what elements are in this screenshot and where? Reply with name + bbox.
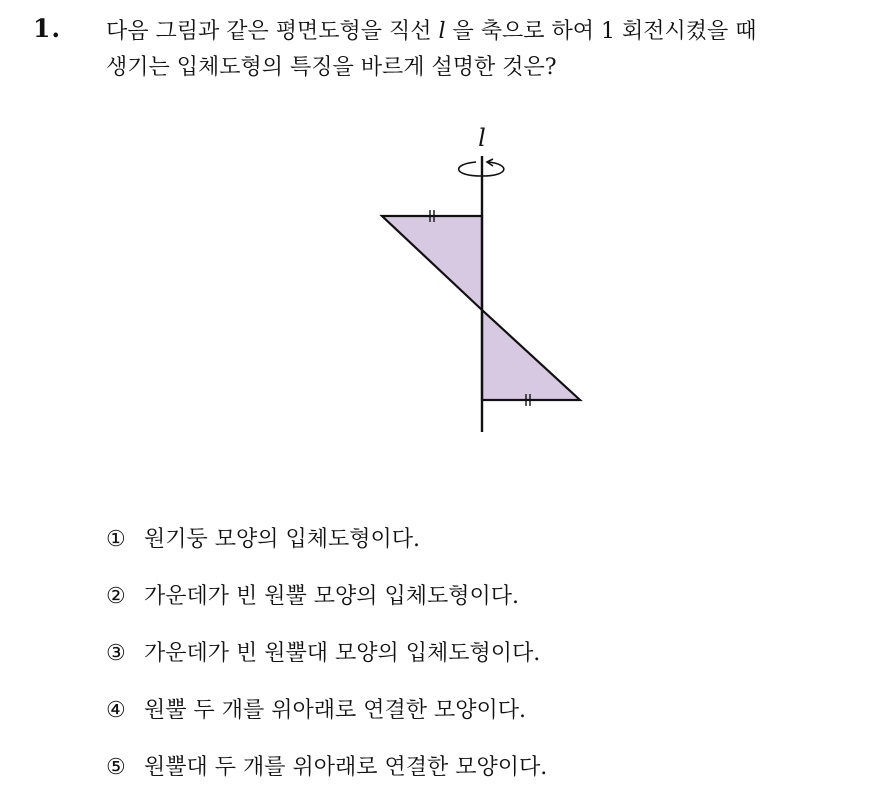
choice-mark: ④ [106, 698, 126, 723]
choice-1[interactable] [106, 522, 547, 579]
question-text-before-var: 다음 그림과 같은 평면도형을 직선 [106, 19, 439, 44]
rotation-figure [360, 120, 600, 440]
upper-triangle [382, 216, 482, 310]
choice-text: 가운데가 빈 원뿔 모양의 입체도형이다. [144, 584, 519, 609]
lower-triangle [482, 310, 580, 400]
choice-4[interactable] [106, 693, 547, 750]
choice-mark: ② [106, 584, 126, 609]
choice-mark: ① [106, 527, 126, 552]
question-line-1 [106, 14, 866, 50]
choice-list [106, 522, 547, 807]
choice-text: 원기둥 모양의 입체도형이다. [144, 527, 421, 552]
choice-2[interactable] [106, 579, 547, 636]
axis-label: l [478, 124, 486, 152]
question-text-after-var: 을 축으로 하여 1 회전시켰을 때 [445, 19, 757, 44]
choice-text: 가운데가 빈 원뿔대 모양의 입체도형이다. [144, 641, 541, 666]
axis-variable: l [438, 19, 446, 44]
question-line-2: 생기는 입체도형의 특징을 바르게 설명한 것은? [106, 55, 557, 80]
choice-text: 원뿔대 두 개를 위아래로 연결한 모양이다. [144, 755, 548, 780]
choice-text: 원뿔 두 개를 위아래로 연결한 모양이다. [144, 698, 526, 723]
choice-mark: ③ [106, 641, 126, 666]
question-number: 1. [33, 14, 62, 43]
figure [360, 120, 600, 440]
choice-3[interactable] [106, 636, 547, 693]
question-text [106, 14, 866, 86]
choice-mark: ⑤ [106, 755, 126, 780]
